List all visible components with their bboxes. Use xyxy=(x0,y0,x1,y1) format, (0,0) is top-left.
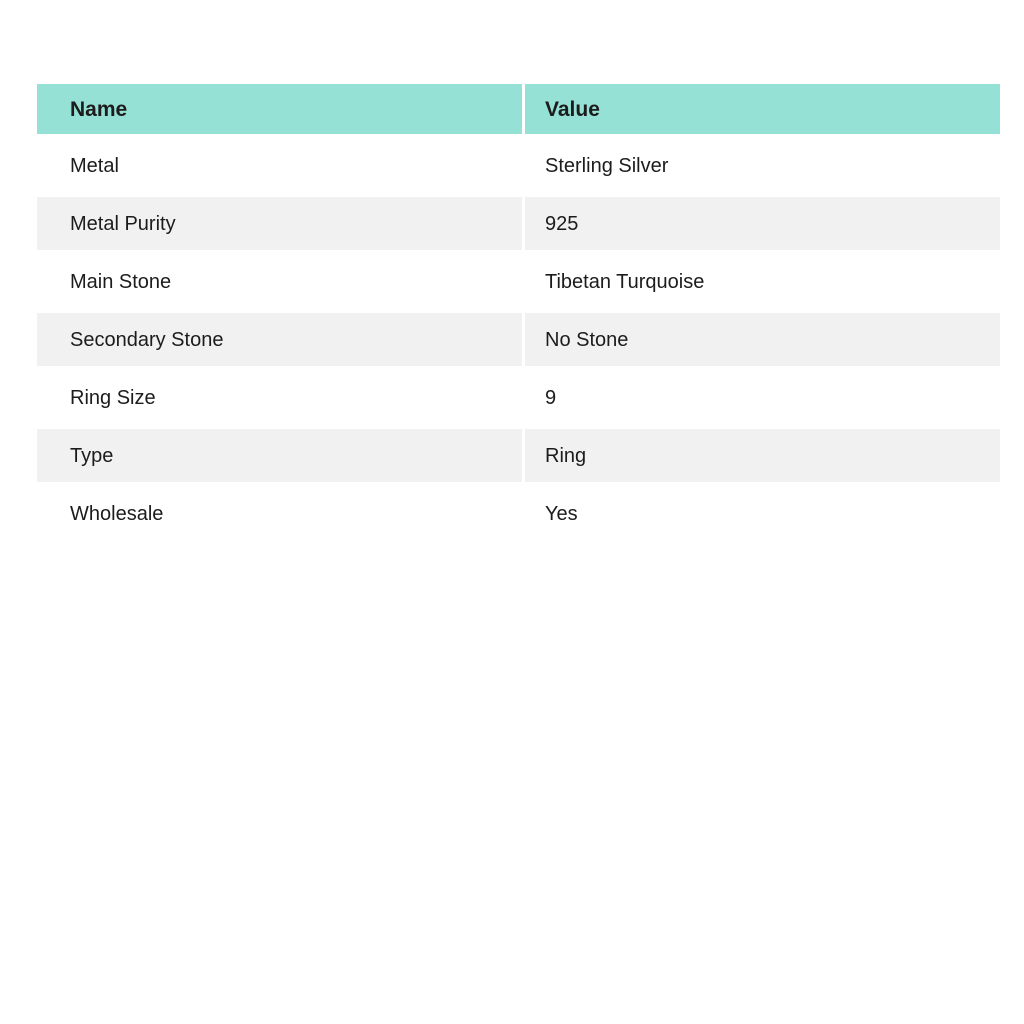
spec-name-cell: Main Stone xyxy=(37,255,522,308)
spec-name-cell: Type xyxy=(37,429,522,482)
spec-row-secondary-stone xyxy=(37,313,1000,366)
header-row xyxy=(37,84,1000,134)
spec-name-cell: Wholesale xyxy=(37,487,522,540)
spec-table xyxy=(37,84,1000,540)
spec-value-cell: Ring xyxy=(525,429,1000,482)
spec-value-cell: Yes xyxy=(525,487,1000,540)
spec-row-metal xyxy=(37,139,1000,192)
name-column-header: Name xyxy=(37,84,522,134)
spec-value-cell: 9 xyxy=(525,371,1000,424)
spec-row-metal-purity xyxy=(37,197,1000,250)
spec-name-cell: Secondary Stone xyxy=(37,313,522,366)
spec-value-cell: 925 xyxy=(525,197,1000,250)
spec-value-cell: No Stone xyxy=(525,313,1000,366)
spec-name-cell: Ring Size xyxy=(37,371,522,424)
spec-value-cell: Sterling Silver xyxy=(525,139,1000,192)
spec-name-cell: Metal xyxy=(37,139,522,192)
spec-row-ring-size xyxy=(37,371,1000,424)
spec-row-type xyxy=(37,429,1000,482)
spec-value-cell: Tibetan Turquoise xyxy=(525,255,1000,308)
spec-name-cell: Metal Purity xyxy=(37,197,522,250)
value-column-header: Value xyxy=(525,84,1000,134)
spec-row-wholesale xyxy=(37,487,1000,540)
spec-row-main-stone xyxy=(37,255,1000,308)
